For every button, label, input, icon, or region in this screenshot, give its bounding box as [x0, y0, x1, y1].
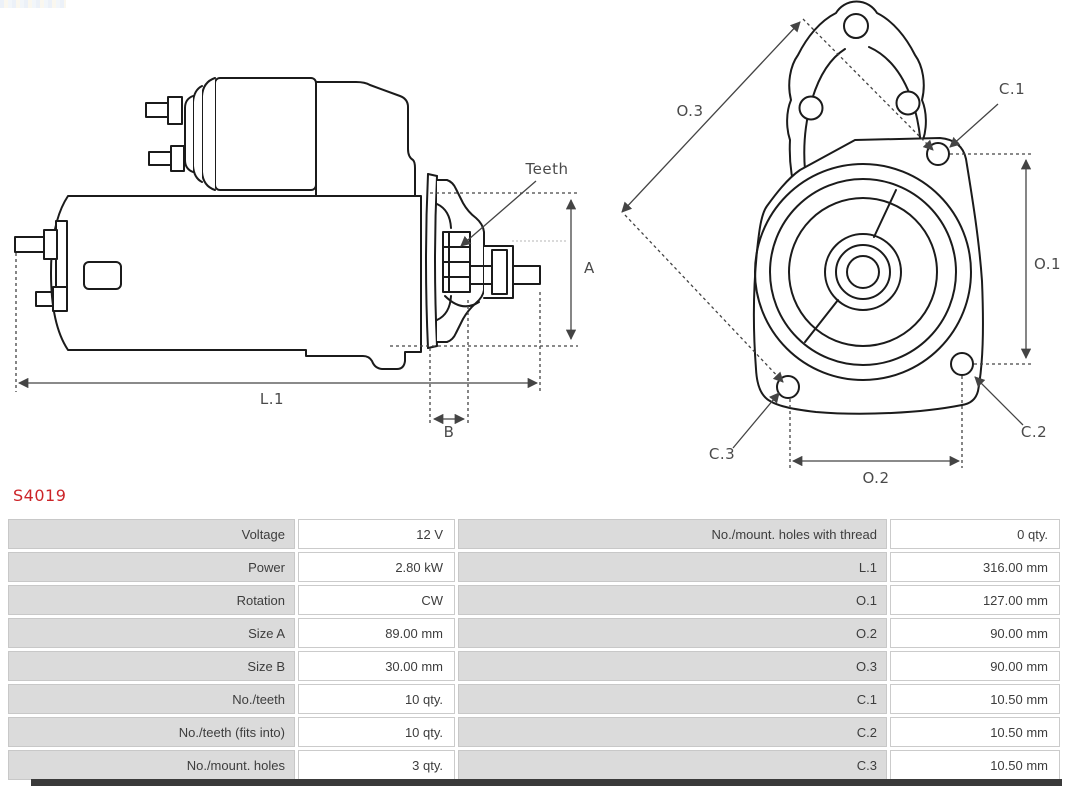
spec-label: No./teeth	[8, 684, 295, 714]
spec-value: 10 qty.	[298, 717, 455, 747]
next-section-header-bar	[31, 779, 1062, 786]
spec-label: C.3	[458, 750, 887, 780]
terminal-nut-small	[53, 287, 67, 311]
terminal-stud-small	[36, 292, 53, 306]
spec-label: Power	[8, 552, 295, 582]
spec-label: No./mount. holes	[8, 750, 295, 780]
solenoid-nut-lower	[171, 146, 184, 171]
hole-c3-label: C.3	[708, 445, 736, 463]
terminal-stud	[15, 237, 44, 252]
spec-table	[8, 519, 1060, 780]
shaft-end	[513, 266, 540, 284]
spec-value: 90.00 mm	[890, 618, 1060, 648]
spec-value: 0 qty.	[890, 519, 1060, 549]
spec-label: O.1	[458, 585, 887, 615]
spec-label: L.1	[458, 552, 887, 582]
spec-value: 3 qty.	[298, 750, 455, 780]
spec-value: 30.00 mm	[298, 651, 455, 681]
spec-label: Size B	[8, 651, 295, 681]
spec-label: No./teeth (fits into)	[8, 717, 295, 747]
spec-value: 10.50 mm	[890, 750, 1060, 780]
spec-value: CW	[298, 585, 455, 615]
spec-label: C.2	[458, 717, 887, 747]
spec-label: Rotation	[8, 585, 295, 615]
teeth-label: Teeth	[525, 160, 569, 178]
spec-value: 89.00 mm	[298, 618, 455, 648]
solenoid-stud	[146, 103, 168, 117]
spec-label: No./mount. holes with thread	[458, 519, 887, 549]
spec-value: 10.50 mm	[890, 684, 1060, 714]
dim-o1-label: O.1	[1034, 255, 1062, 273]
spec-value: 127.00 mm	[890, 585, 1060, 615]
dim-o2-label: O.2	[862, 469, 890, 487]
spec-value: 2.80 kW	[298, 552, 455, 582]
dim-l1-label: L.1	[259, 390, 285, 408]
right-hole	[897, 92, 920, 115]
spec-label: C.1	[458, 684, 887, 714]
solenoid-stud-lower	[149, 152, 171, 165]
bearing-block	[492, 250, 507, 294]
hole-c2-label: C.2	[1020, 423, 1048, 441]
dim-a-label: A	[584, 259, 595, 277]
spec-value: 10.50 mm	[890, 717, 1060, 747]
mount-hole-c1	[927, 143, 949, 165]
spec-label: Voltage	[8, 519, 295, 549]
mount-hole-c3	[777, 376, 799, 398]
hole-c1-label: C.1	[998, 80, 1026, 98]
spec-value: 90.00 mm	[890, 651, 1060, 681]
left-hole	[800, 97, 823, 120]
spec-label: Size A	[8, 618, 295, 648]
solenoid-nut	[168, 97, 182, 124]
spec-label: O.3	[458, 651, 887, 681]
terminal-nut	[44, 230, 57, 259]
spec-value: 316.00 mm	[890, 552, 1060, 582]
front-view-drawing	[622, 1, 1061, 487]
side-view-drawing	[15, 78, 595, 441]
top-hole	[844, 14, 868, 38]
dim-o3-label: O.3	[676, 102, 704, 120]
page-title: S4019	[13, 486, 67, 505]
spec-label: O.2	[458, 618, 887, 648]
solenoid-body	[215, 78, 316, 190]
mount-hole-c2	[951, 353, 973, 375]
terminal-boss	[84, 262, 121, 289]
dim-b-label: B	[443, 423, 455, 441]
spec-value: 12 V	[298, 519, 455, 549]
spec-value: 10 qty.	[298, 684, 455, 714]
